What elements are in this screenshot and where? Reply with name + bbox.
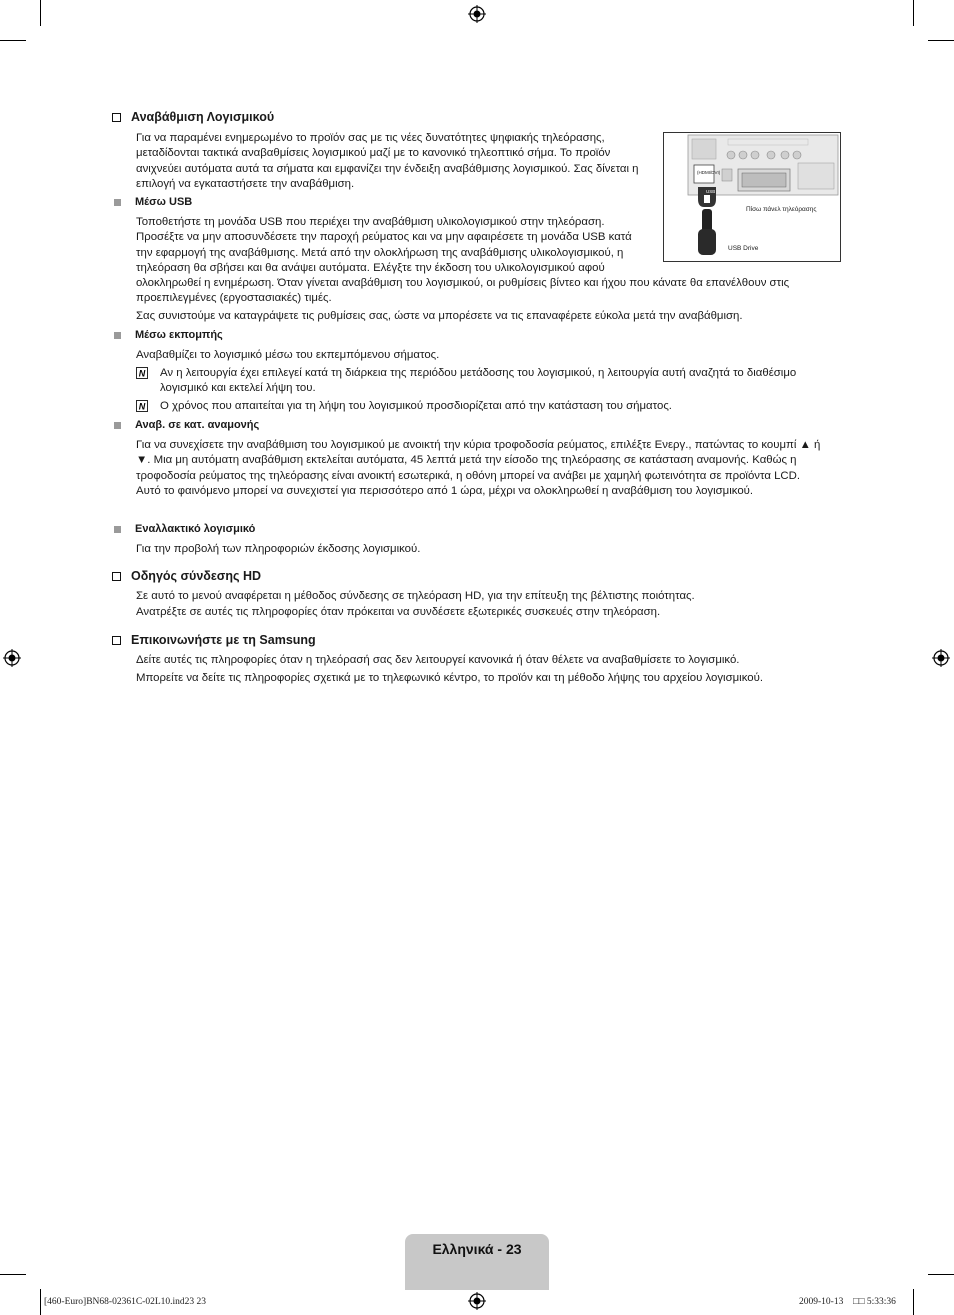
checkbox-bullet-icon [112,113,121,122]
footer-file-name: [460-Euro]BN68-02361C-02L10.ind23 23 [44,1297,207,1307]
registration-mark-icon [468,1292,486,1310]
crop-mark [0,1274,26,1275]
usb-paragraph-text: Τοποθετήστε τη μονάδα USB που περιέχει την αναβάθμιση υλικολογισμικού στην τηλεόραση. Προσέξτε να μην αποσυνδέσετε την παροχή ρεύματος και να μην αφαιρέσετε τη μονάδα USB κατά την εφαρμογή της αναβάθμισης. Μετά από την ολοκλήρωση της αναβάθμισης υλικολογισμικού, η τηλεόραση θα σβήσει και θα ανάψει αυτόματα. Ελέγξτε την έκδοση του υλικολογισμικού αφού ολοκληρωθεί η ενημέρωση. Όταν γίνεται αναβάθμιση του λογισμικού, οι ρυθμίσεις βίντεο και ήχου που κάνατε θα επανέλθουν στις προεπιλεγμένες (εργοστασιακές) τιμές. [136,216,790,305]
rear-panel-label: Πίσω πάνελ τηλεόρασης [746,206,817,213]
note-icon [136,367,148,379]
crop-mark [928,40,954,41]
contact-line-1: Δείτε αυτές τις πληροφορίες όταν η τηλεόρασή σας δεν λειτουργεί κανονικά ή όταν θέλετε να αναβαθμίσετε το λογισμικό. [136,654,740,666]
note-item: N Αν η λειτουργία έχει επιλεγεί κατά τη διάρκεια της περιόδου μετάδοσης του λογισμικού, η λειτουργία αυτή αναζητά το διαθέσιμο λογισμικό και εκτελεί λήψη του. [136,366,844,397]
hdmi-port-label: (HDMI/DVI) [697,170,721,175]
crop-mark [40,0,41,26]
section-heading-software-upgrade: Αναβάθμιση Λογισμικού [112,110,274,124]
page-number-tab [405,1234,549,1290]
subsection-heading-alternative: Εναλλακτικό λογισμικό [114,523,255,535]
registration-mark-icon [3,649,21,667]
square-bullet-icon [114,526,121,533]
square-bullet-icon [114,199,121,206]
crop-mark [40,1289,41,1315]
crop-mark [913,1289,914,1315]
alternative-paragraph: Για την προβολή των πληροφοριών έκδοσης λογισμικού. [136,543,421,555]
usb-paragraph-recommendation: Σας συνιστούμε να καταγράψετε τις ρυθμίσεις σας, ώστε να μπορέσετε να τις επαναφέρετε εύκολα μετά την αναβάθμιση. [136,310,743,322]
crop-mark [928,1274,954,1275]
footer-date: 2009-10-13 [799,1297,844,1307]
subsection-heading-standby: Αναβ. σε κατ. αναμονής [114,419,259,431]
crop-mark [0,40,26,41]
note-item: N Ο χρόνος που απαιτείται για τη λήψη του λογισμικού προσδιορίζεται από την κατάσταση του σήματος. [136,399,844,414]
hd-guide-line-2: Ανατρέξτε σε αυτές τις πληροφορίες όταν πρόκειται να συνδέσετε εξωτερικές συσκευές στην τηλεόραση. [136,606,661,618]
hd-guide-line-1: Σε αυτό το μενού αναφέρεται η μέθοδος σύνδεσης σε τηλεόραση HD, για την επίτευξη της βέλτιστης ποιότητας. [136,590,695,602]
section-heading-hd-guide: Οδηγός σύνδεσης HD [112,569,261,583]
usb-port-label: USB [706,189,716,194]
svg-text:N: N [138,401,146,412]
footer-time: □□ 5:33:36 [853,1297,896,1307]
checkbox-bullet-icon [112,636,121,645]
registration-mark-icon [468,5,486,23]
section-heading-contact-samsung: Επικοινωνήστε με τη Samsung [112,633,316,647]
square-bullet-icon [114,332,121,339]
standby-paragraph: Για να συνεχίσετε την αναβάθμιση του λογισμικού με ανοικτή την κύρια τροφοδοσία ρεύματος, επιλέξτε Ενεργ., πατώντας το κουμπί ▲ ή ▼. Μια μη αυτόματη αναβάθμιση εκτελείται αυτόματα, 45 λεπτά μετά την είσοδο της τηλεόρασης σε κατάσταση αναμονής. Καθώς η τροφοδοσία ρεύματος της τηλεόρασης είναι ανοικτή εσωτερικά, η οθόνη μπορεί να ανάβει με χαμηλή φωτεινότητα σε προϊόντα LCD. Αυτό το φαινόμενο μπορεί να συνεχιστεί για περισσότερο από 1 ώρα, μέχρι να ολοκληρωθεί η αναβάθμιση του λογισμικού. [136,439,821,497]
contact-line-2: Μπορείτε να δείτε τις πληροφορίες σχετικά με το τηλεφωνικό κέντρο, το προϊόν και τη μέθοδο λήψης του αρχείου λογισμικού. [136,672,763,684]
crop-mark [913,0,914,26]
checkbox-bullet-icon [112,572,121,581]
note-icon [136,400,148,412]
registration-mark-icon [932,649,950,667]
subsection-heading-usb: Μέσω USB [114,196,192,208]
intro-paragraph: Για να παραμένει ενημερωμένο το προϊόν σας με τις νέες δυνατότητες ψηφιακής τηλεόρασης, μεταδίδονται τακτικά αναβαθμίσεις λογισμικού μαζί με το κανονικό τηλεοπτικό σήμα. Το προϊόν ανιχνεύει αυτόματα αυτά τα σήματα και εμφανίζει την ένδειξη αναβάθμισης λογισμικού. Σας δίνεται η επιλογή να εγκαταστήσετε την αναβάθμιση. [136,132,639,190]
page-number-label: Ελληνικά - 23 [432,1241,522,1257]
usb-drive-label: USB Drive [728,245,759,252]
square-bullet-icon [114,422,121,429]
subsection-heading-broadcast: Μέσω εκπομπής [114,329,223,341]
broadcast-paragraph: Αναβαθμίζει το λογισμικό μέσω του εκπεμπόμενου σήματος. [136,349,440,361]
svg-text:N: N [138,368,146,379]
